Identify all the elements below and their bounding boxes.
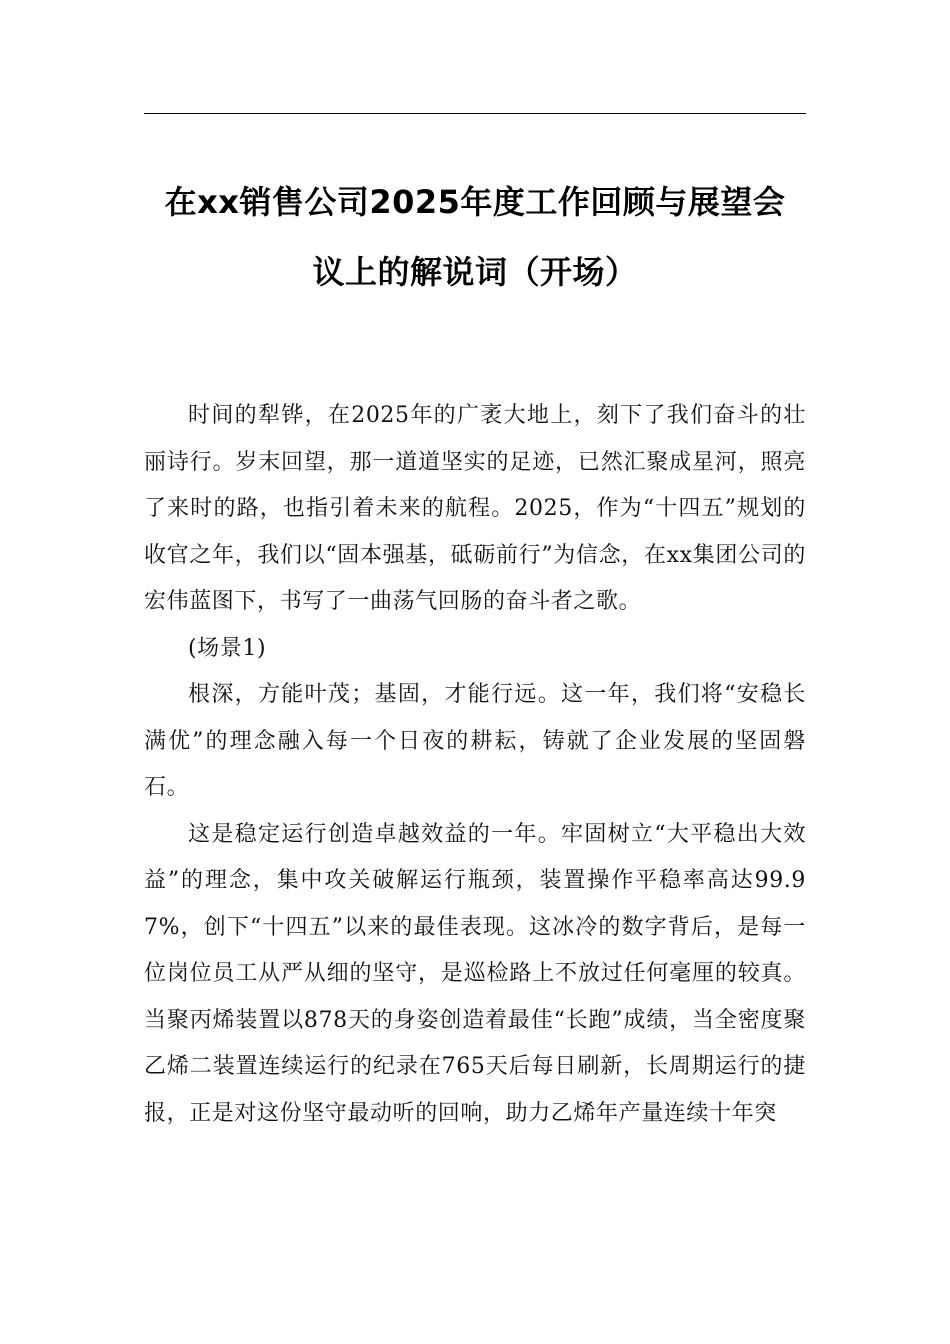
paragraph-scene-label: (场景1) bbox=[188, 635, 267, 661]
paragraph-intro: 时间的犁铧，在2025年的广袤大地上，刻下了我们奋斗的壮丽诗行。岁末回望，那一道道坚实的足迹，已然汇聚成星河，照亮了来时的路，也指引着未来的航程。2025，作为“十四五”规划的收官之年，我们以“固本强基，砥砺前行”为信念，在xx集团公司的宏伟蓝图下，书写了一曲荡气回肠的奋斗者之歌。 bbox=[144, 403, 806, 614]
document-title bbox=[144, 167, 806, 307]
document-body bbox=[144, 393, 806, 1137]
header-rule bbox=[144, 113, 806, 114]
title-line-2: 议上的解说词（开场） bbox=[312, 253, 638, 291]
title-line-1: 在xx销售公司2025年度工作回顾与展望会 bbox=[164, 183, 786, 221]
paragraph-stable-operation: 这是稳定运行创造卓越效益的一年。牢固树立“大平稳出大效益”的理念，集中攻关破解运行瓶颈，装置操作平稳率高达99.97%，创下“十四五”以来的最佳表现。这冰冷的数字背后，是每一位岗位员工从严从细的坚守，是巡检路上不放过任何毫厘的较真。当聚丙烯装置以878天的身姿创造着最佳“长跑”成绩，当全密度聚乙烯二装置连续运行的纪录在765天后每日刷新，长周期运行的捷报，正是对这份坚守最动听的回响，助力乙烯年产量连续十年突 bbox=[144, 821, 806, 1126]
paragraph-foundation: 根深，方能叶茂；基固，才能行远。这一年，我们将“安稳长满优”的理念融入每一个日夜的耕耘，铸就了企业发展的坚固磐石。 bbox=[144, 682, 806, 800]
